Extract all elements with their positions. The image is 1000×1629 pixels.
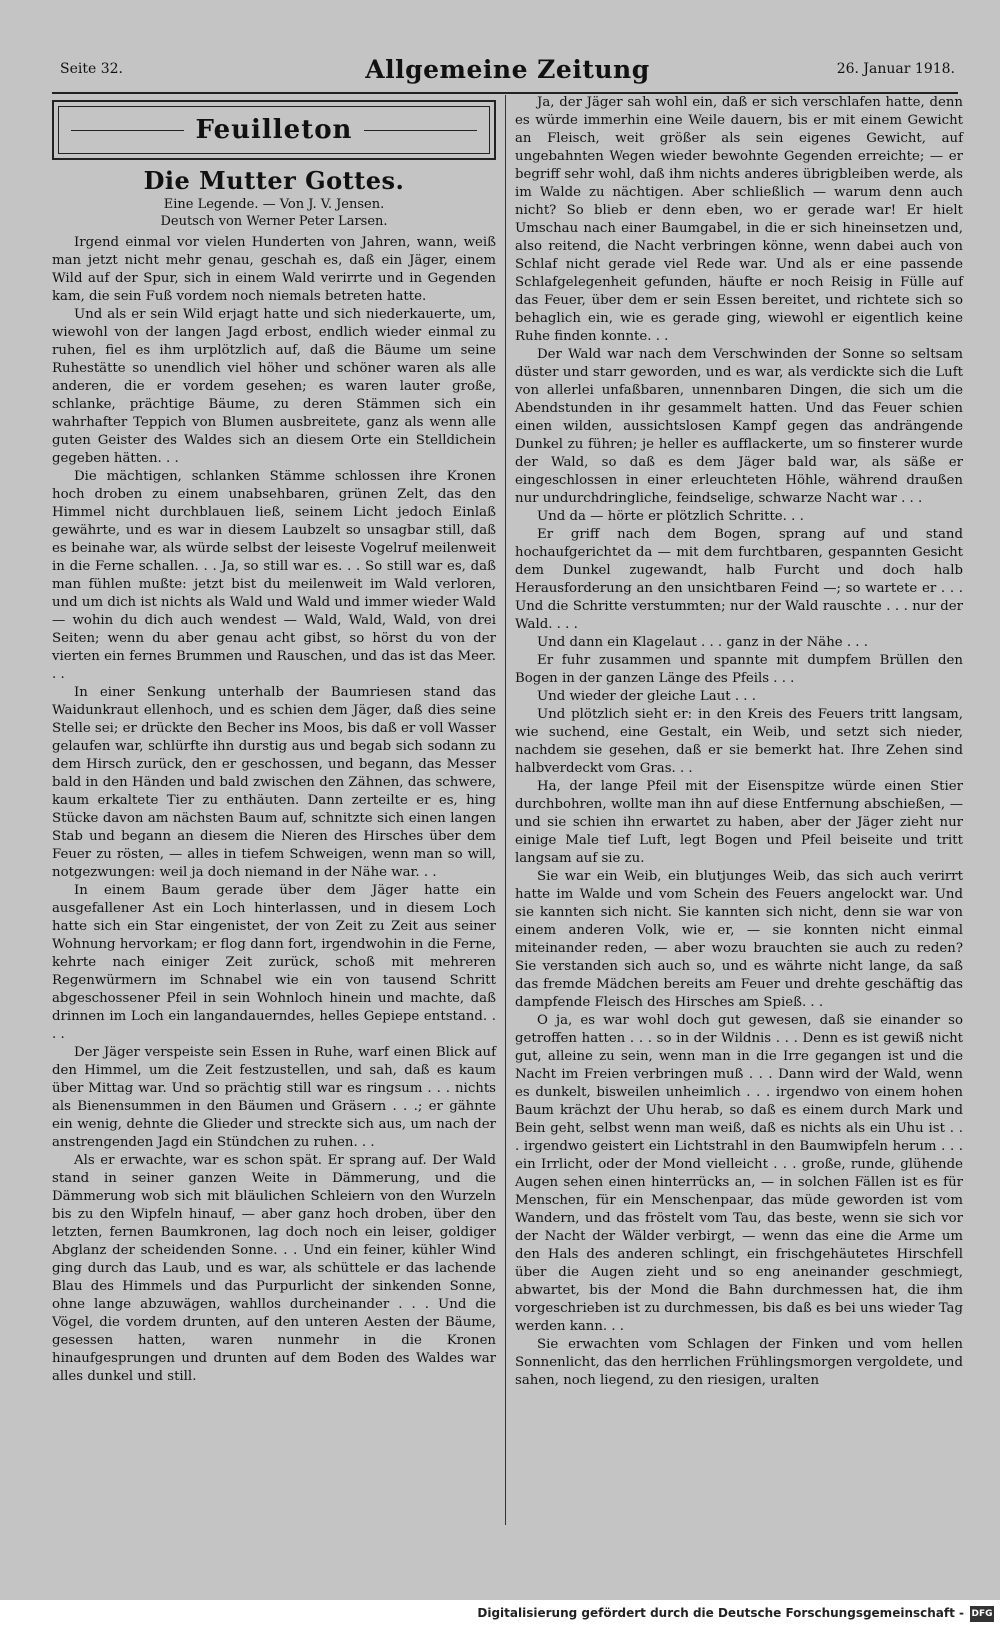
digitization-footer <box>0 1600 1000 1629</box>
article-subtitle: Eine Legende. — Von J. V. Jensen. <box>163 197 385 212</box>
article-title: Die Mutter Gottes. <box>143 166 405 195</box>
paragraph: Sie war ein Weib, ein blutjunges Weib, das sich auch verirrt hatte im Walde und vom Schein des Feuers angelockt war. Und sie kannten sich nicht. Sie kannten sich nicht, denn sie war von einem anderen Volk, wie er, — sie konnten nicht einmal miteinander reden, — aber wozu brauchten sie auch zu reden? Sie verstanden sich auch so, und es währte nicht lange, da saß das fremde Mädchen bereits am Feuer und drehte geschäftig das dampfende Fleisch des Hirsches am Spieß. . . <box>515 869 963 1010</box>
dfg-logo: DFG <box>970 1606 994 1622</box>
paragraph: Als er erwachte, war es schon spät. Er sprang auf. Der Wald stand in seiner ganzen Weite in Dämmerung, und die Dämmerung wob sich mit bläulichen Schleiern von den Wurzeln bis zu den Wipfeln hinauf, — aber ganz hoch droben, über den letzten, fernen Baumkronen, lag doch noch ein leiser, goldiger Abglanz der scheidenden Sonne. . . Und ein feiner, kühler Wind ging durch das Laub, und es war, als schüttele er das lachende Blau des Himmels und das Purpurlicht der sinkenden Sonne, ohne lange abzuwägen, wahllos durcheinander . . . Und die Vögel, die vordem drunten, auf den unteren Aesten der Bäume, gesessen hatten, waren nunmehr in die Kronen hinaufgesprungen und drunten auf dem Boden des Waldes war alles dunkel und still. <box>52 1153 496 1384</box>
paragraph: Und wieder der gleiche Laut . . . <box>537 689 756 704</box>
paragraph: In einer Senkung unterhalb der Baumriesen stand das Waidunkraut ellenhoch, und es schien dem Jäger, daß dies seine Stelle sei; er drückte den Becher ins Moos, bis daß er voll Wasser gelaufen war, schlürfte ihn durstig aus und begab sich sodann zu dem Hirsch zurück, den er geschossen, und begann, das Messer bald in den Händen und bald zwischen den Zähnen, das schwere, kaum erkaltete Tier zu enthäuten. Dann zerteilte er es, hing Stücke davon am nächsten Baum auf, schnitzte sich einen langen Stab und begann an diesem die Nieren des Hirsches über dem Feuer zu rösten, — alles in tiefem Schweigen, wenn man so will, notgezwungen: weil ja doch niemand in der Nähe war. . . <box>52 685 496 880</box>
paragraph: Die mächtigen, schlanken Stämme schlossen ihre Kronen hoch droben zu einem unabsehbaren, grünen Zelt, das den Himmel nicht durchblauen ließ, seinem Licht jedoch Einlaß gewährte, und es war in diesem Laubzelt so unsagbar still, daß es beinahe war, als würde selbst der leiseste Vogelruf meilenweit in die Ferne schallen. . . Ja, so still war es. . . So still war es, daß man fühlen mußte: jetzt bist du meilenweit im Wald verloren, und um dich ist nichts als Wald und Wald und immer wieder Wald — wohin du dich auch wendest — Wald, Wald, Wald, von drei Seiten; wenn du aber genau acht gibst, so hörst du von der vierten ein fernes Brummen und Rauschen, und das ist das Meer. . . <box>52 469 496 682</box>
paragraph: Ha, der lange Pfeil mit der Eisenspitze würde einen Stier durchbohren, wollte man ihn auf diese Entfernung abschießen, — und sie schien ihn erwartet zu haben, aber der Jäger zieht nur einige Male tief Luft, legt Bogen und Pfeil beiseite und tritt langsam auf sie zu. <box>515 779 963 866</box>
paragraph: Sie erwachten vom Schlagen der Finken und vom hellen Sonnenlicht, das den herrlichen Frühlingsmorgen vergoldete, und sahen, noch liegend, zu den riesigen, uralten <box>515 1337 963 1388</box>
column-rule <box>505 95 506 1525</box>
footer-credit: Digitalisierung gefördert durch die Deutsche Forschungsgemeinschaft - <box>477 1606 964 1620</box>
paragraph: Und dann ein Klagelaut . . . ganz in der Nähe . . . <box>537 635 868 650</box>
paragraph: Er griff nach dem Bogen, sprang auf und stand hochaufgerichtet da — mit dem furchtbaren, gespannten Gesicht dem Dunkel zugewandt, halb Furcht und doch halb Herausforderung an den unsichtbaren Feind —; so wartete er . . . Und die Schritte verstummten; nur der Wald rauschte . . . nur der Wald. . . . <box>515 527 963 632</box>
article-translator: Deutsch von Werner Peter Larsen. <box>160 214 388 229</box>
section-title: Feuilleton <box>195 115 353 145</box>
paragraph: Irgend einmal vor vielen Hunderten von Jahren, wann, weiß man jetzt nicht mehr genau, geschah es, daß ein Jäger, einem Wild auf der Spur, sich in einem Wald verirrte und in Gegenden kam, die sein Fuß vordem noch niemals betreten hatte. <box>52 235 496 304</box>
paragraph: In einem Baum gerade über dem Jäger hatte ein ausgefallener Ast ein Loch hinterlassen, und in diesem Loch hatte sich ein Star eingenistet, der von Zeit zu Zeit aus seiner Wohnung hervorkam; er flog dann fort, irgendwohin in die Ferne, kehrte nach einiger Zeit zurück, schoß mit mehreren Regenwürmern im Schnabel wie ein von tausend Schritt abgeschossener Pfeil in sein Wohnloch hinein und machte, daß drinnen im Loch ein langandauerndes, helles Gepiepe entstand. . . . <box>52 883 496 1042</box>
section-banner <box>52 100 496 160</box>
left-column <box>52 94 496 1386</box>
page-header <box>60 55 955 87</box>
paragraph: Und als er sein Wild erjagt hatte und sich niederkauerte, um, wiewohl von der langen Jagd erbost, endlich wieder einmal zu ruhen, fiel es ihm urplötzlich auf, daß die Bäume um seine Ruhestätte so unendlich viel höher und schöner waren als alle anderen, die er vordem gesehen; es waren lauter große, schlanke, prächtige Bäume, zu deren Stämmen sich ein wahrhafter Teppich von Blumen ausbreitete, ganz als wenn alle guten Geister des Waldes sich an diesem Orte ein Stelldichein gegeben hätten. . . <box>52 307 496 466</box>
right-column <box>515 94 963 1390</box>
paragraph: Ja, der Jäger sah wohl ein, daß er sich verschlafen hatte, denn es würde immerhin eine Weile dauern, bis er mit einem Gewicht an Fleisch, weit größer als sein eigenes Gewicht, auf ungebahnten Wegen wieder bewohnte Gegenden erreichte; — er begriff sehr wohl, daß ihm nichts anderes übrigbleiben werde, als im Walde zu nächtigen. Aber schließlich — warum denn auch nicht? So blieb er denn eben, wo er gerade war! Er hielt Umschau nach einer Baumgabel, in die er sich hineinsetzen und, also reitend, die Nacht verbringen könne, wenn dabei auch von Schlaf nicht gerade viel Rede war. Und als er eine passende Schlafgelegenheit gefunden, häufte er noch Reisig in Fülle auf das Feuer, über dem er sein Essen bereitet, und richtete sich so behaglich ein, wie es gerade ging, wiewohl er eigentlich keine Ruhe finden konnte. . . <box>515 95 963 344</box>
paragraph: O ja, es war wohl doch gut gewesen, daß sie einander so getroffen hatten . . . so in der Wildnis . . . Denn es ist gewiß nicht gut, alleine zu sein, wenn man in die Irre gegangen ist und die Nacht im Freien verbringen muß . . . Dann wird der Wald, wenn es dunkelt, bisweilen unheimlich . . . irgendwo von einem hohen Baum krächzt der Uhu herab, so daß es einem durch Mark und Bein geht, selbst wenn man weiß, daß es nichts als ein Uhu ist . . . irgendwo geistert ein Lichtstrahl in den Baumwipfeln herum . . . ein Irrlicht, oder der Mond vielleicht . . . große, runde, glühende Augen sehen einen hinterrücks an, — in solchen Fällen ist es für Menschen, für ein Menschenpaar, das müde geworden ist vom Wandern, und das fröstelt vom Tau, das beste, wenn sie sich vor der Nacht der Wälder verbirgt, — wenn das eine die Arme um den Hals des anderen schlingt, ein frischgehäutetes Hirschfell über die Augen zieht und so eng aneinander geschmiegt, abwartet, bis der Mond die Bahn durchmessen hat, die ihm vorgeschrieben ist zu durchmessen, bis daß es bei uns wieder Tag werden kann. . . <box>515 1013 963 1334</box>
page-number: Seite 32. <box>60 61 123 77</box>
paragraph: Und da — hörte er plötzlich Schritte. . . <box>537 509 804 524</box>
paragraph: Der Jäger verspeiste sein Essen in Ruhe, warf einen Blick auf den Himmel, um die Zeit festzustellen, und sah, daß es kaum über Mittag war. Und so prächtig still war es ringsum . . . nichts als Bienensummen in den Bäumen und Gräsern . . .; er gähnte ein wenig, dehnte die Glieder und streckte sich aus, um nach der anstrengenden Jagd ein Stündchen zu ruhen. . . <box>52 1045 496 1150</box>
issue-date: 26. Januar 1918. <box>836 61 955 77</box>
paragraph: Er fuhr zusammen und spannte mit dumpfem Brüllen den Bogen in der ganzen Länge des Pfeils . . . <box>515 653 963 686</box>
newspaper-title: Allgemeine Zeitung <box>365 55 650 84</box>
paragraph: Und plötzlich sieht er: in den Kreis des Feuers tritt langsam, wie suchend, eine Gestalt, ein Weib, und setzt sich nieder, nachdem sie gesehen, daß er sie bemerkt hat. Ihre Zehen sind halbverdeckt vom Gras. . . <box>515 707 963 776</box>
paragraph: Der Wald war nach dem Verschwinden der Sonne so seltsam düster und starr geworden, und es war, als verdickte sich die Luft von allerlei unfaßbaren, unnennbaren Dingen, die sich um die Abendstunden in ihr gesammelt hatten. Und das Feuer schien einen wilden, aussichtslosen Kampf gegen das andrängende Dunkel zu führen; je heller es aufflackerte, um so finsterer wurde der Wald, so daß es dem Jäger bald war, als säße er eingeschlossen in einer erleuchteten Höhle, während draußen nur undurchdringliche, feindselige, schwarze Nacht war . . . <box>515 347 963 506</box>
